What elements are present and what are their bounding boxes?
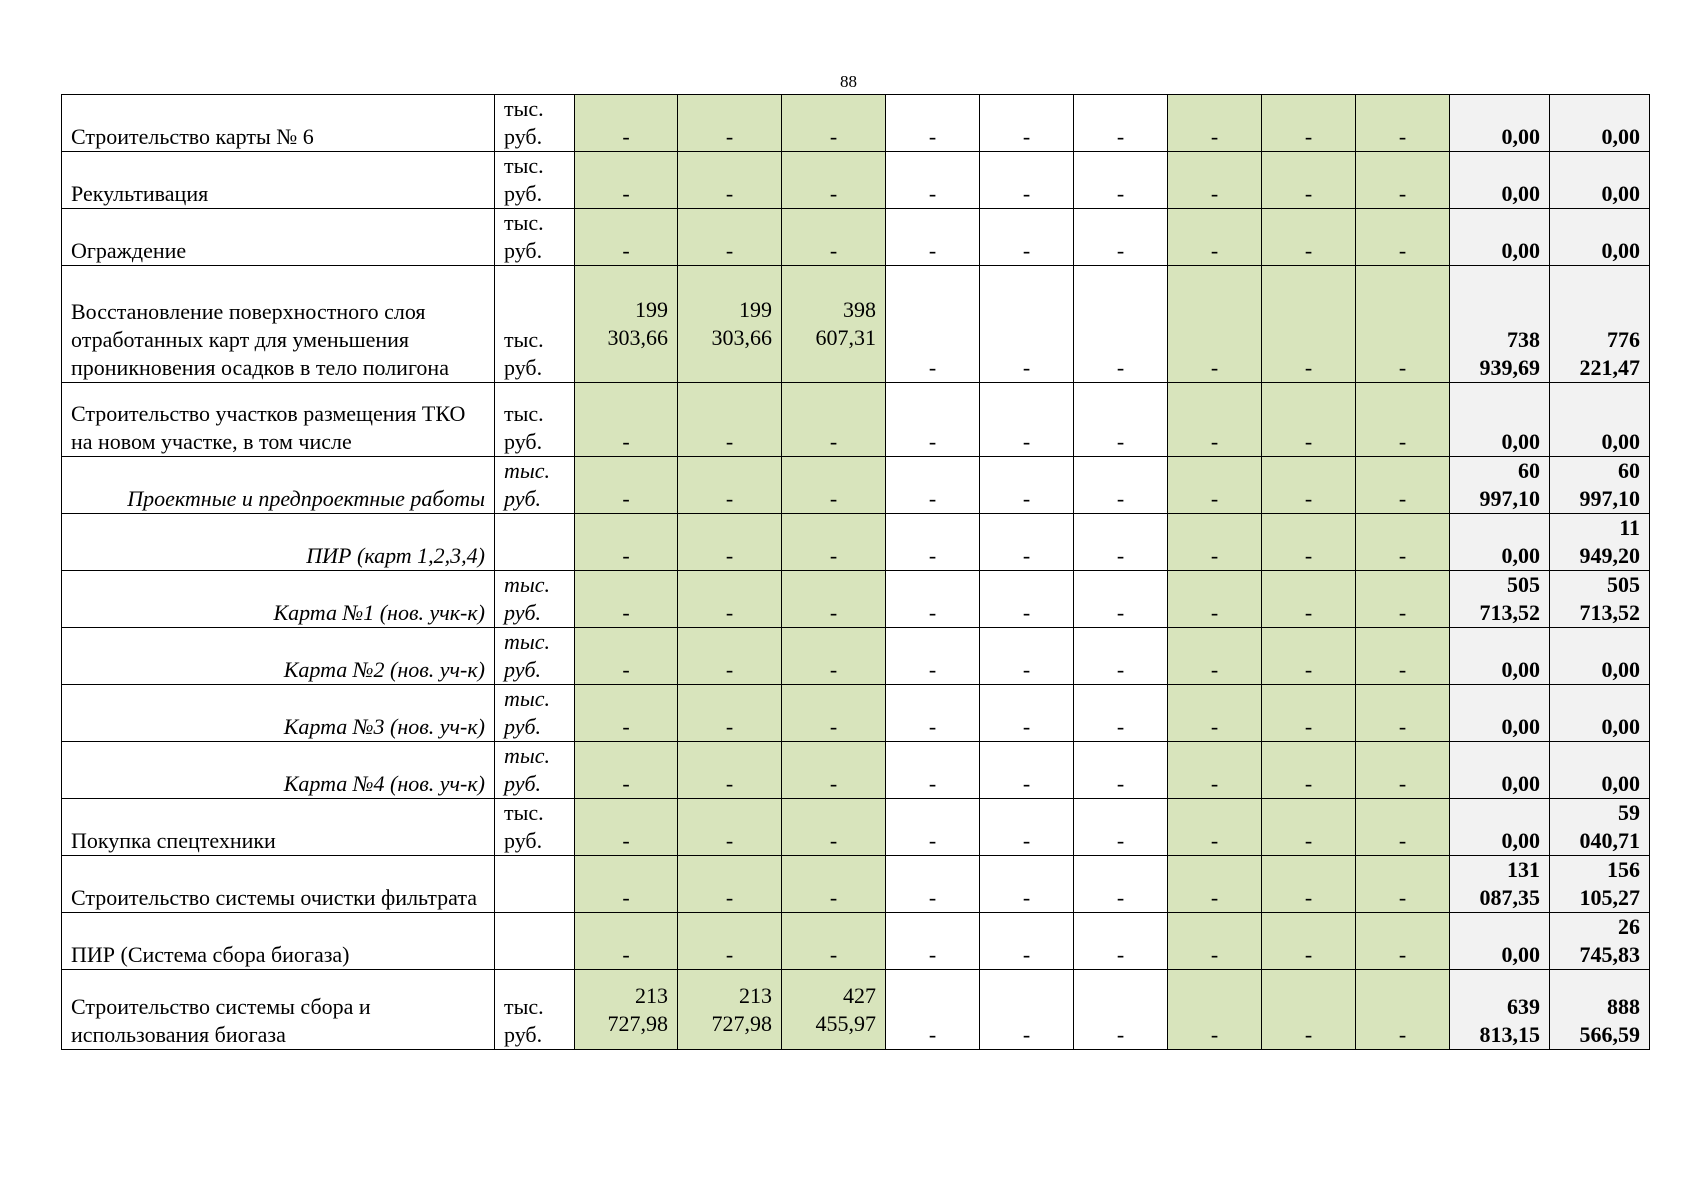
- row-unit: тыс. руб.: [495, 457, 575, 514]
- cell-c1: 213 727,98: [575, 970, 678, 1050]
- cell-c1: 199 303,66: [575, 266, 678, 383]
- cell-c6: -: [1074, 209, 1168, 266]
- cell-c7: -: [1168, 383, 1262, 457]
- table-row: [62, 571, 1650, 628]
- cell-c5: -: [980, 266, 1074, 383]
- cell-c8: -: [1262, 383, 1356, 457]
- row-unit: [495, 856, 575, 913]
- total-t1: 0,00: [1450, 514, 1550, 571]
- total-t1: 0,00: [1450, 95, 1550, 152]
- cell-c5: -: [980, 970, 1074, 1050]
- cell-c8: -: [1262, 970, 1356, 1050]
- cell-c8: -: [1262, 685, 1356, 742]
- row-name: ПИР (карт 1,2,3,4): [62, 514, 495, 571]
- cell-c9: -: [1356, 571, 1450, 628]
- row-unit: тыс. руб.: [495, 685, 575, 742]
- cell-c1: -: [575, 742, 678, 799]
- cell-c3: -: [782, 571, 886, 628]
- cell-c4: -: [886, 913, 980, 970]
- cell-c6: -: [1074, 856, 1168, 913]
- cell-c7: -: [1168, 266, 1262, 383]
- cell-c1: -: [575, 685, 678, 742]
- cell-c9: -: [1356, 383, 1450, 457]
- cell-c4: -: [886, 628, 980, 685]
- table-row: [62, 742, 1650, 799]
- cell-c5: -: [980, 913, 1074, 970]
- cell-c4: -: [886, 514, 980, 571]
- cell-c3: -: [782, 457, 886, 514]
- row-name: Карта №2 (нов. уч-к): [62, 628, 495, 685]
- cell-c4: -: [886, 457, 980, 514]
- total-t1: 0,00: [1450, 152, 1550, 209]
- cell-c3: -: [782, 628, 886, 685]
- total-t2: 0,00: [1550, 383, 1650, 457]
- cell-c3: -: [782, 799, 886, 856]
- cell-c9: -: [1356, 856, 1450, 913]
- cell-c5: -: [980, 457, 1074, 514]
- row-unit: тыс. руб.: [495, 152, 575, 209]
- cell-c6: -: [1074, 571, 1168, 628]
- row-name: Ограждение: [62, 209, 495, 266]
- cell-c1: -: [575, 95, 678, 152]
- cell-c8: -: [1262, 152, 1356, 209]
- total-t2: 156 105,27: [1550, 856, 1650, 913]
- cell-c9: -: [1356, 514, 1450, 571]
- cell-c9: -: [1356, 457, 1450, 514]
- cell-c7: -: [1168, 457, 1262, 514]
- cell-c6: -: [1074, 970, 1168, 1050]
- table-row: [62, 95, 1650, 152]
- cell-c1: -: [575, 856, 678, 913]
- table-body: [62, 95, 1650, 1050]
- cell-c2: -: [678, 742, 782, 799]
- cell-c6: -: [1074, 266, 1168, 383]
- cell-c4: -: [886, 685, 980, 742]
- cell-c8: -: [1262, 571, 1356, 628]
- row-name: Проектные и предпроектные работы: [62, 457, 495, 514]
- cell-c6: -: [1074, 95, 1168, 152]
- total-t2: 60 997,10: [1550, 457, 1650, 514]
- row-name: Восстановление поверхностного слоя отработанных карт для уменьшения проникновения осадков в тело полигона: [62, 266, 495, 383]
- cell-c6: -: [1074, 685, 1168, 742]
- cell-c3: -: [782, 152, 886, 209]
- cell-c9: -: [1356, 152, 1450, 209]
- cell-c1: -: [575, 383, 678, 457]
- total-t1: 131 087,35: [1450, 856, 1550, 913]
- cell-c5: -: [980, 514, 1074, 571]
- total-t2: 0,00: [1550, 95, 1650, 152]
- cell-c9: -: [1356, 970, 1450, 1050]
- cell-c3: -: [782, 514, 886, 571]
- cell-c4: -: [886, 970, 980, 1050]
- cell-c4: -: [886, 571, 980, 628]
- cell-c3: -: [782, 95, 886, 152]
- cell-c7: -: [1168, 913, 1262, 970]
- cell-c1: -: [575, 152, 678, 209]
- cell-c8: -: [1262, 266, 1356, 383]
- total-t2: 776 221,47: [1550, 266, 1650, 383]
- row-name: Строительство системы очистки фильтрата: [62, 856, 495, 913]
- cell-c4: -: [886, 799, 980, 856]
- table-row: [62, 266, 1650, 383]
- cell-c7: -: [1168, 628, 1262, 685]
- cell-c6: -: [1074, 913, 1168, 970]
- total-t1: 0,00: [1450, 742, 1550, 799]
- row-name: Карта №1 (нов. учк-к): [62, 571, 495, 628]
- cell-c5: -: [980, 152, 1074, 209]
- cell-c2: -: [678, 209, 782, 266]
- cell-c9: -: [1356, 95, 1450, 152]
- cell-c9: -: [1356, 913, 1450, 970]
- total-t1: 0,00: [1450, 209, 1550, 266]
- total-t1: 0,00: [1450, 799, 1550, 856]
- total-t2: 888 566,59: [1550, 970, 1650, 1050]
- cell-c4: -: [886, 266, 980, 383]
- cell-c8: -: [1262, 628, 1356, 685]
- row-name: Карта №4 (нов. уч-к): [62, 742, 495, 799]
- cell-c4: -: [886, 209, 980, 266]
- cell-c2: -: [678, 457, 782, 514]
- row-unit: тыс. руб.: [495, 628, 575, 685]
- cell-c5: -: [980, 571, 1074, 628]
- row-unit: [495, 514, 575, 571]
- total-t2: 0,00: [1550, 742, 1650, 799]
- cell-c3: -: [782, 742, 886, 799]
- cell-c3: -: [782, 685, 886, 742]
- table-row: [62, 799, 1650, 856]
- cell-c1: -: [575, 571, 678, 628]
- row-name: Строительство системы сбора и использования биогаза: [62, 970, 495, 1050]
- table-row: [62, 209, 1650, 266]
- table-row: [62, 383, 1650, 457]
- row-unit: тыс. руб.: [495, 970, 575, 1050]
- cell-c7: -: [1168, 742, 1262, 799]
- cell-c4: -: [886, 742, 980, 799]
- row-unit: тыс. руб.: [495, 799, 575, 856]
- table-row: [62, 970, 1650, 1050]
- row-name: Строительство участков размещения ТКО на новом участке, в том числе: [62, 383, 495, 457]
- cell-c7: -: [1168, 799, 1262, 856]
- cell-c3: -: [782, 856, 886, 913]
- total-t2: 59 040,71: [1550, 799, 1650, 856]
- cell-c8: -: [1262, 856, 1356, 913]
- cell-c2: -: [678, 383, 782, 457]
- cell-c5: -: [980, 685, 1074, 742]
- cell-c3: -: [782, 383, 886, 457]
- cell-c2: -: [678, 152, 782, 209]
- cell-c7: -: [1168, 209, 1262, 266]
- cell-c2: 199 303,66: [678, 266, 782, 383]
- total-t2: 505 713,52: [1550, 571, 1650, 628]
- total-t1: 0,00: [1450, 383, 1550, 457]
- row-unit: тыс. руб.: [495, 209, 575, 266]
- table-row: [62, 457, 1650, 514]
- cell-c9: -: [1356, 742, 1450, 799]
- total-t2: 0,00: [1550, 152, 1650, 209]
- row-unit: [495, 913, 575, 970]
- page-number: 88: [840, 72, 857, 91]
- cell-c1: -: [575, 913, 678, 970]
- row-name: Рекультивация: [62, 152, 495, 209]
- cell-c2: -: [678, 856, 782, 913]
- cell-c2: -: [678, 913, 782, 970]
- row-name: Строительство карты № 6: [62, 95, 495, 152]
- cell-c5: -: [980, 856, 1074, 913]
- table-row: [62, 628, 1650, 685]
- row-unit: тыс. руб.: [495, 571, 575, 628]
- total-t1: 60 997,10: [1450, 457, 1550, 514]
- table-row: [62, 913, 1650, 970]
- cell-c2: 213 727,98: [678, 970, 782, 1050]
- total-t1: 738 939,69: [1450, 266, 1550, 383]
- cell-c5: -: [980, 383, 1074, 457]
- cell-c7: -: [1168, 152, 1262, 209]
- cell-c7: -: [1168, 856, 1262, 913]
- cell-c4: -: [886, 152, 980, 209]
- cell-c8: -: [1262, 913, 1356, 970]
- cell-c6: -: [1074, 152, 1168, 209]
- cell-c7: -: [1168, 571, 1262, 628]
- cell-c8: -: [1262, 742, 1356, 799]
- cell-c5: -: [980, 742, 1074, 799]
- total-t1: 505 713,52: [1450, 571, 1550, 628]
- cell-c5: -: [980, 628, 1074, 685]
- cell-c4: -: [886, 383, 980, 457]
- cell-c7: -: [1168, 970, 1262, 1050]
- total-t2: 11 949,20: [1550, 514, 1650, 571]
- row-name: Карта №3 (нов. уч-к): [62, 685, 495, 742]
- total-t2: 0,00: [1550, 628, 1650, 685]
- total-t2: 0,00: [1550, 685, 1650, 742]
- table-row: [62, 152, 1650, 209]
- cell-c9: -: [1356, 685, 1450, 742]
- cell-c2: -: [678, 571, 782, 628]
- cell-c8: -: [1262, 209, 1356, 266]
- cell-c9: -: [1356, 266, 1450, 383]
- total-t2: 0,00: [1550, 209, 1650, 266]
- row-unit: тыс. руб.: [495, 95, 575, 152]
- cell-c1: -: [575, 457, 678, 514]
- cell-c6: -: [1074, 799, 1168, 856]
- cell-c3: -: [782, 913, 886, 970]
- cell-c7: -: [1168, 685, 1262, 742]
- cell-c8: -: [1262, 514, 1356, 571]
- cell-c8: -: [1262, 799, 1356, 856]
- cell-c1: -: [575, 514, 678, 571]
- total-t1: 639 813,15: [1450, 970, 1550, 1050]
- cell-c8: -: [1262, 457, 1356, 514]
- table-row: [62, 856, 1650, 913]
- cell-c1: -: [575, 799, 678, 856]
- cell-c2: -: [678, 514, 782, 571]
- row-unit: тыс. руб.: [495, 742, 575, 799]
- cell-c5: -: [980, 799, 1074, 856]
- cell-c4: -: [886, 95, 980, 152]
- total-t1: 0,00: [1450, 628, 1550, 685]
- cell-c1: -: [575, 628, 678, 685]
- cell-c3: 427 455,97: [782, 970, 886, 1050]
- cell-c1: -: [575, 209, 678, 266]
- cell-c2: -: [678, 799, 782, 856]
- investment-table: [61, 94, 1650, 1050]
- cell-c2: -: [678, 95, 782, 152]
- cell-c7: -: [1168, 514, 1262, 571]
- row-name: Покупка спецтехники: [62, 799, 495, 856]
- cell-c9: -: [1356, 799, 1450, 856]
- cell-c9: -: [1356, 628, 1450, 685]
- cell-c6: -: [1074, 628, 1168, 685]
- cell-c8: -: [1262, 95, 1356, 152]
- cell-c4: -: [886, 856, 980, 913]
- cell-c3: -: [782, 209, 886, 266]
- cell-c3: 398 607,31: [782, 266, 886, 383]
- total-t1: 0,00: [1450, 685, 1550, 742]
- cell-c2: -: [678, 628, 782, 685]
- cell-c2: -: [678, 685, 782, 742]
- cell-c6: -: [1074, 383, 1168, 457]
- cell-c6: -: [1074, 514, 1168, 571]
- cell-c5: -: [980, 209, 1074, 266]
- cell-c6: -: [1074, 742, 1168, 799]
- row-unit: тыс. руб.: [495, 266, 575, 383]
- table-row: [62, 685, 1650, 742]
- cell-c9: -: [1356, 209, 1450, 266]
- cell-c6: -: [1074, 457, 1168, 514]
- row-name: ПИР (Система сбора биогаза): [62, 913, 495, 970]
- total-t1: 0,00: [1450, 913, 1550, 970]
- cell-c7: -: [1168, 95, 1262, 152]
- cell-c5: -: [980, 95, 1074, 152]
- table-row: [62, 514, 1650, 571]
- row-unit: тыс. руб.: [495, 383, 575, 457]
- total-t2: 26 745,83: [1550, 913, 1650, 970]
